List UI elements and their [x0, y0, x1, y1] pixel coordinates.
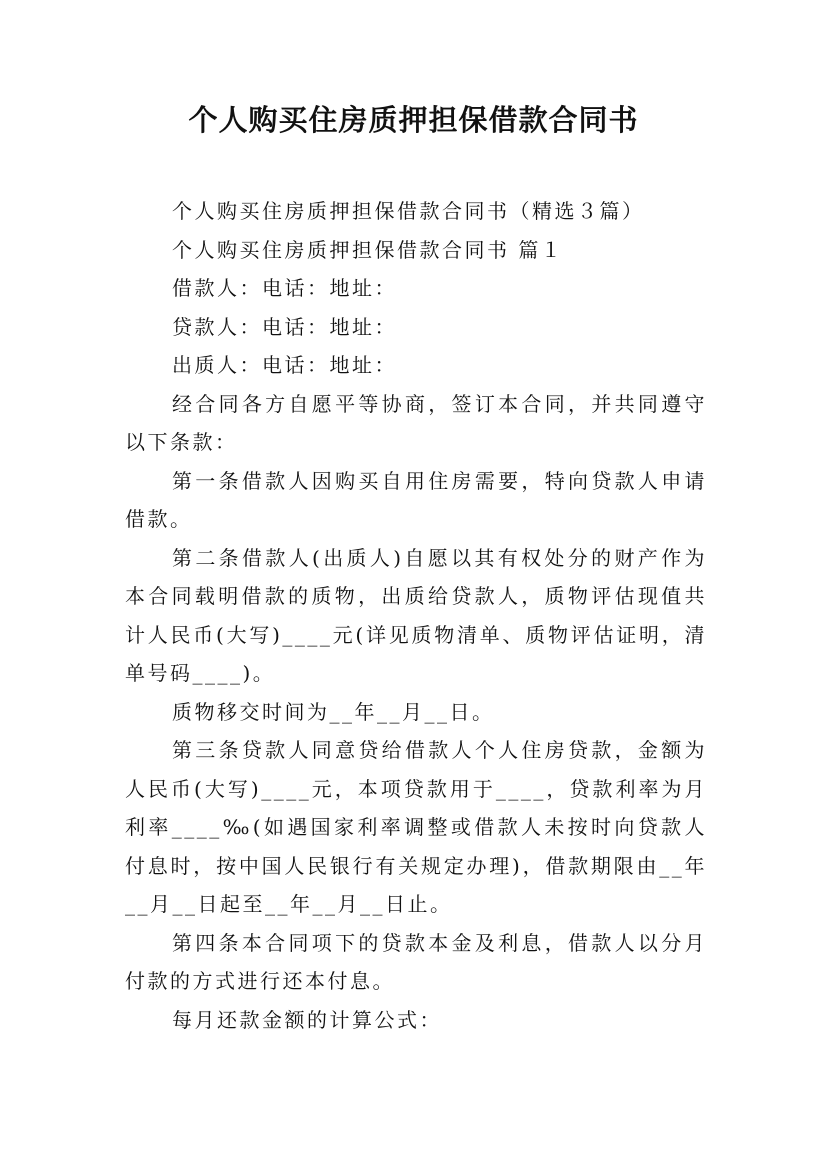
- paragraph-pledgor-info: 出质人：电话：地址：: [172, 353, 397, 377]
- paragraph-section-heading: 个人购买住房质押担保借款合同书 篇１: [172, 237, 564, 262]
- document-title: 个人购买住房质押担保借款合同书: [188, 103, 639, 137]
- paragraph-article-2: 第二条借款人(出质人)自愿以其有权处分的财产作为本合同载明借款的质物，出质给贷款人，质物评估现值共计人民币(大写)____元(详见质物清单、质物评估证明，清单号码____)。: [125, 545, 707, 685]
- paragraph-article-1: 第一条借款人因购买自用住房需要，特向贷款人申请借款。: [125, 468, 707, 531]
- paragraph-borrower-info: 借款人：电话：地址：: [172, 276, 397, 300]
- paragraph-formula-intro: 每月还款金额的计算公式：: [172, 1007, 442, 1032]
- paragraph-subtitle: 个人购买住房质押担保借款合同书（精选３篇）: [172, 199, 645, 223]
- paragraph-preamble: 经合同各方自愿平等协商，签订本合同，并共同遵守以下条款：: [125, 391, 707, 454]
- paragraph-lender-info: 贷款人：电话：地址：: [172, 314, 397, 339]
- paragraph-article-3: 第三条贷款人同意贷给借款人个人住房贷款，金额为人民币(大写)____元，本项贷款用于____，贷款利率为月利率____‰(如遇国家利率调整或借款人未按时向贷款人付息时，按中国人民银行有关规定办理)，借款期限由__年__月__日起至__年__月__日止。: [125, 738, 707, 916]
- paragraph-pledge-transfer-date: 质物移交时间为__年__月__日。: [172, 699, 495, 724]
- paragraph-article-4: 第四条本合同项下的贷款本金及利息，借款人以分月付款的方式进行还本付息。: [125, 930, 707, 993]
- document-body: [125, 192, 707, 1039]
